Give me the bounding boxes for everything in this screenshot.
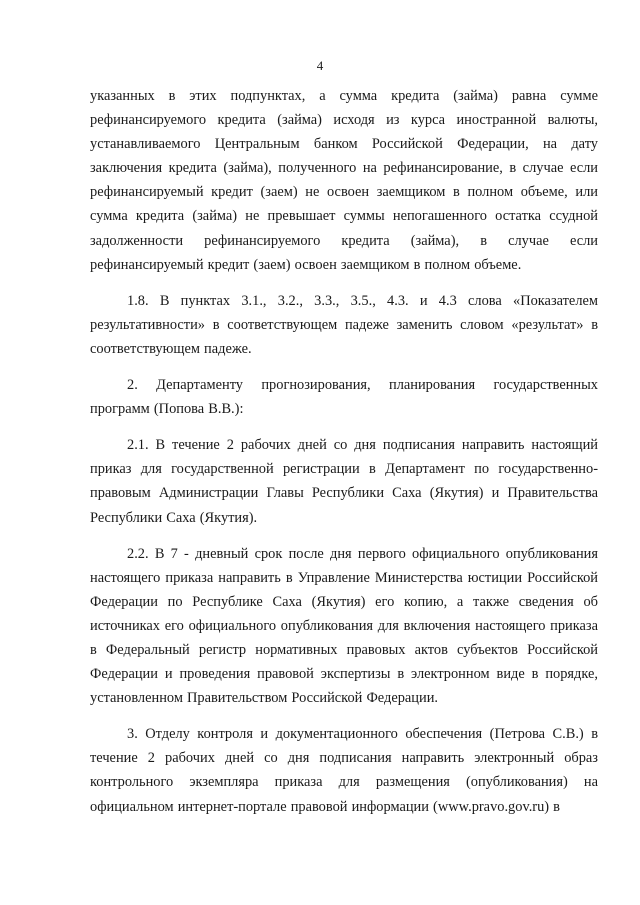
paragraph-2: 2. Департаменту прогнозирования, планирования государственных программ (Попова В.В.): xyxy=(90,377,598,418)
page-number: 4 xyxy=(316,58,324,73)
document-body xyxy=(90,84,598,819)
paragraph-2-2: 2.2. В 7 - дневный срок после дня первого официального опубликования настоящего приказа направить в Управление Министерства юстиции Российской Федерации по Республике Саха (Якутия) его копию, а также сведения об источниках его официального опубликования для включения настоящего приказа в Федеральный регистр нормативных правовых актов субъектов Российской Федерации и проведения правовой экспертизы в электронном виде в порядке, установленном Правительством Российской Федерации. xyxy=(90,545,598,707)
paragraph-2-1: 2.1. В течение 2 рабочих дней со дня подписания направить настоящий приказ для государственной регистрации в Департамент по государственно-правовым Администрации Главы Республики Саха (Якутия) и Правительства Республики Саха (Якутия). xyxy=(90,437,598,526)
paragraph-3: 3. Отделу контроля и документационного обеспечения (Петрова С.В.) в течение 2 рабочих дней со дня подписания направить электронный образ контрольного экземпляра приказа для размещения (опубликования) на официальном интернет-портале правовой информации (www.pravo.gov.ru) в xyxy=(90,726,598,815)
paragraph-continuation: указанных в этих подпунктах, а сумма кредита (займа) равна сумме рефинансируемого кредита (займа) исходя из курса иностранной валюты, устанавливаемого Центральным банком Российской Федерации, на дату заключения кредита (займа), полученного на рефинансирование, в случае если рефинансируемый кредит (заем) не освоен заемщиком в полном объеме, или сумма кредита (займа) не превышает суммы непогашенного остатка ссудной задолженности рефинансируемого кредита (займа), в случае если рефинансируемый кредит (заем) освоен заемщиком в полном объеме. xyxy=(90,88,598,273)
paragraph-1-8: 1.8. В пунктах 3.1., 3.2., 3.3., 3.5., 4.3. и 4.3 слова «Показателем результативности» в соответствующем падеже заменить словом «результат» в соответствующем падеже. xyxy=(90,292,598,357)
